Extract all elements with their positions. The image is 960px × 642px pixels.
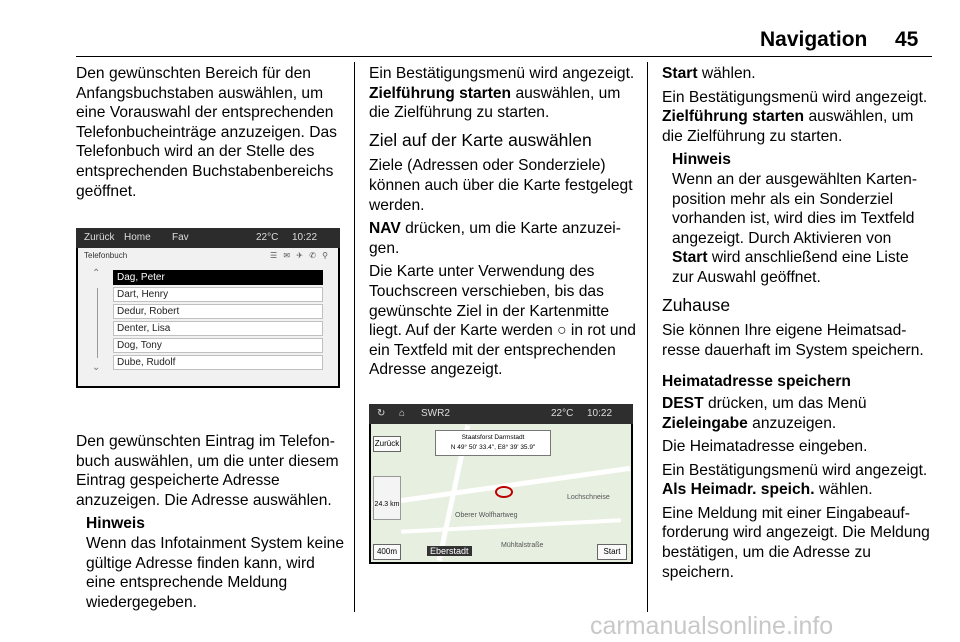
column-3 <box>662 64 930 586</box>
temperature: 22°C <box>551 408 574 419</box>
list-item: Dart, Henry <box>113 287 323 302</box>
street-label: Eberstadt <box>427 546 472 556</box>
target-icon <box>495 486 513 498</box>
address-box <box>435 430 551 456</box>
back-button: Zurück <box>373 436 401 452</box>
paragraph: NAV drücken, um die Karte anzuzeigen. <box>369 220 621 257</box>
station-name: SWR2 <box>421 408 450 419</box>
note <box>662 150 930 287</box>
note-heading: Hinweis <box>86 515 145 533</box>
sub-heading: Heimatadresse speichern <box>662 373 851 391</box>
paragraph: Ein Bestätigungsmenü wird angezeigt. Zielführung starten auswählen, um die Zielführung zu starten. <box>662 88 928 145</box>
distance: 24.3 km <box>374 501 400 508</box>
map-road <box>401 518 621 534</box>
back-button: Zurück <box>84 232 115 243</box>
list-item: Denter, Lisa <box>113 321 323 336</box>
street-label: Oberer Wolfhartweg <box>455 512 518 519</box>
paragraph: Die Heimatadresse eingeben. <box>662 438 868 456</box>
clock: 10:22 <box>292 232 318 243</box>
note-heading: Hinweis <box>672 151 731 169</box>
note-text: Wenn an der ausgewählten Kartenposition mehr als ein Sonderziel vorhanden ist, wird dies im Textfeld angezeigt. Durch Aktivieren von Start wird anschließend eine Liste zur Auswahl geöffnet. <box>672 170 918 286</box>
phonebook-screen <box>78 248 338 386</box>
header-rule <box>76 56 932 57</box>
watermark: carmanualsonline.info <box>590 612 834 640</box>
paragraph: Eine Meldung mit einer Eingabeaufforderung wird angezeigt. Die Meldung bestätigen, um die Adresse zu speichern. <box>662 504 930 581</box>
address-line: Staatsforst Darmstadt <box>461 434 525 441</box>
section-heading: Zuhause <box>662 294 731 315</box>
section-heading: Ziel auf der Karte auswählen <box>369 129 592 150</box>
screen-title: Telefonbuch <box>84 251 128 260</box>
clock: 10:22 <box>587 408 613 419</box>
list-item: Dag, Peter <box>113 270 323 285</box>
paragraph: Den gewünschten Eintrag im Telefonbuch auswählen, um die unter diesem Eintrag gespeicherte Adresse anzuzeigen. Die Adresse auswählen. <box>76 433 339 509</box>
map-screenshot <box>369 404 633 564</box>
home-button: Home <box>124 232 151 243</box>
column-1 <box>76 64 344 205</box>
page-number: 45 <box>895 28 919 51</box>
scroll-down-icon: ⌄ <box>92 362 101 373</box>
column-2 <box>369 64 637 384</box>
page-header <box>0 22 960 54</box>
home-icon: ⌂ <box>399 408 406 419</box>
note-text: Wenn das Infotainment System keine gültige Adresse finden kann, wird eine entsprechende Meldung wiedergegeben. <box>86 534 345 611</box>
column-1-lower <box>76 432 344 612</box>
map-view <box>371 424 631 562</box>
paragraph: Ein Bestätigungsmenü wird angezeigt. Als Heimadr. speich. wählen. <box>662 461 928 499</box>
temperature: 22°C <box>256 232 279 243</box>
paragraph: Start wählen. <box>662 65 756 82</box>
section-title: Navigation <box>760 28 868 51</box>
top-bar <box>76 228 340 248</box>
paragraph: Sie können Ihre eigene Heimatsadresse dauerhaft im System speichern. <box>662 322 924 359</box>
list-item: Dedur, Robert <box>113 304 323 319</box>
street-label: Lochschneise <box>567 494 610 501</box>
street-label: Mühltalstraße <box>501 542 544 549</box>
coordinates: N 49° 50' 33.4", E8° 39' 35.9" <box>450 444 536 451</box>
column-divider <box>647 62 648 612</box>
side-panel <box>373 476 401 520</box>
note <box>76 514 344 612</box>
scale-button: 400m <box>373 544 401 560</box>
top-bar <box>369 404 633 424</box>
fav-button: Fav <box>172 232 189 243</box>
paragraph: Ziele (Adressen oder Sonderziele) können auch über die Karte festgelegt werden. <box>369 157 633 214</box>
paragraph: Den gewünschten Bereich für den Anfangsbuchstaben auswählen, um eine Vorauswahl der entsprechenden Telefonbucheinträge anzuzeigen. Das Telefonbuch wird an der Stelle des entsprechenden Buchstabenbereichs geöffnet. <box>76 65 337 200</box>
scroll-up-icon: ⌃ <box>92 268 101 279</box>
refresh-icon: ↻ <box>377 408 386 419</box>
list-item: Dube, Rudolf <box>113 355 323 370</box>
list-item: Dog, Tony <box>113 338 323 353</box>
phonebook-screenshot <box>76 228 340 388</box>
paragraph: Die Karte unter Verwendung des Touchscreen verschieben, bis das gewünschte Ziel in der Kartenmitte liegt. Auf der Karte werden ○ in rot und ein Textfeld mit der entsprechenden Adresse angezeigt. <box>369 263 636 379</box>
status-icons: ☰ ✉ ✈ ✆ ⚲ <box>269 251 330 260</box>
column-divider <box>354 62 355 612</box>
paragraph: Ein Bestätigungsmenü wird angezeigt. Zielführung starten auswählen, um die Zielführung zu starten. <box>369 65 635 122</box>
scrollbar <box>97 288 98 358</box>
start-button: Start <box>597 544 627 560</box>
paragraph: DEST drücken, um das Menü Zieleingabe anzuzeigen. <box>662 394 867 432</box>
